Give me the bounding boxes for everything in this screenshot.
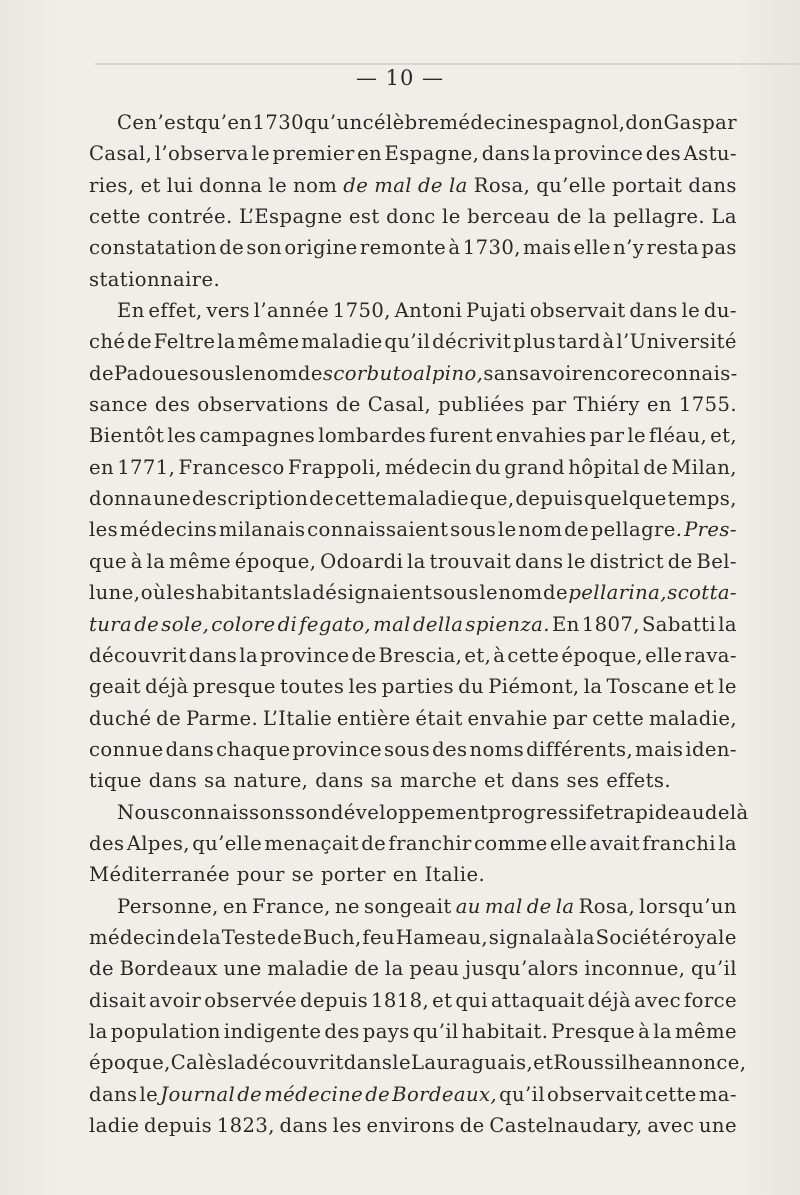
text-line: Casal, l’observa le premier en Espagne, dans la province des Astu-: [89, 142, 737, 166]
text-line: époque, Calès la découvrit dans le Lauraguais, et Roussilhe annonce,: [89, 1051, 747, 1075]
text-line: constatation de son origine remonte à 1730, mais elle n’y resta pas: [89, 236, 737, 260]
text-line: disait avoir observée depuis 1818, et qui attaquait déjà avec force: [89, 988, 737, 1012]
text-line: Personne, en France, ne songeait au mal de la Rosa, lorsqu’un: [117, 894, 737, 918]
text-line: Bientôt les campagnes lombardes furent envahies par le fléau, et,: [89, 424, 737, 448]
text-line: de Padoue sous le nom de scorbuto alpino, sans avoir encore connais-: [89, 361, 738, 385]
text-line: ries, et lui donna le nom de mal de la Rosa, qu’elle portait dans: [89, 173, 737, 197]
text-line: donna une description de cette maladie que, depuis quelque temps,: [89, 487, 737, 511]
text-line: En effet, vers l’année 1750, Antoni Pujati observait dans le du-: [117, 299, 737, 323]
text-line: tura de sole, colore di fegato, mal della spienza. En 1807, Sabatti la: [89, 612, 737, 636]
text-line: cette contrée. L’Espagne est donc le berceau de la pellagre. La: [89, 205, 737, 229]
page-number: — 10 —: [355, 66, 445, 90]
text-line: des Alpes, qu’elle menaçait de franchir comme elle avait franchi la: [89, 831, 737, 855]
text-line: que à la même époque, Odoardi la trouvait dans le district de Bel-: [89, 549, 737, 573]
text-line: Nous connaissons son développement progressif et rapide au delà: [117, 800, 749, 824]
text-line: les médecins milanais connaissaient sous le nom de pellagre. Pres-: [89, 518, 737, 542]
text-line: duché de Parme. L’Italie entière était envahie par cette maladie,: [89, 706, 737, 730]
text-line: ladie depuis 1823, dans les environs de Castelnaudary, avec une: [89, 1114, 737, 1137]
text-line: Méditerranée pour se porter en Italie.: [89, 863, 486, 887]
text-line: la population indigente des pays qu’il habitait. Presque à la même: [89, 1019, 737, 1043]
text-line: sance des observations de Casal, publiées par Thiéry en 1755.: [89, 393, 737, 417]
top-rule: [95, 63, 800, 65]
text-line: ché de Feltre la même maladie qu’il décrivit plus tard à l’Université: [89, 330, 737, 354]
text-line: lune, où les habitants la désignaient sous le nom de pellarina, scotta-: [89, 581, 737, 605]
text-line: tique dans sa nature, dans sa marche et dans ses effets.: [89, 769, 671, 793]
text-line: Ce n’est qu’en 1730 qu’un célèbre médecin espagnol, don Gaspar: [117, 111, 737, 134]
text-line: découvrit dans la province de Brescia, et, à cette époque, elle rava-: [89, 643, 737, 667]
text-line: connue dans chaque province sous des noms différents, mais iden-: [89, 737, 737, 761]
text-line: stationnaire.: [89, 267, 221, 291]
body-text: [89, 107, 749, 1141]
text-line: médecin de la Teste de Buch, feu Hameau, signala à la Société royale: [89, 925, 737, 949]
text-line: de Bordeaux une maladie de la peau jusqu’alors inconnue, qu’il: [89, 957, 737, 981]
text-line: geait déjà presque toutes les parties du Piémont, la Toscane et le: [89, 675, 737, 699]
text-line: dans le Journal de médecine de Bordeaux, qu’il observait cette ma-: [89, 1082, 737, 1106]
text-line: en 1771, Francesco Frappoli, médecin du grand hôpital de Milan,: [89, 455, 737, 479]
